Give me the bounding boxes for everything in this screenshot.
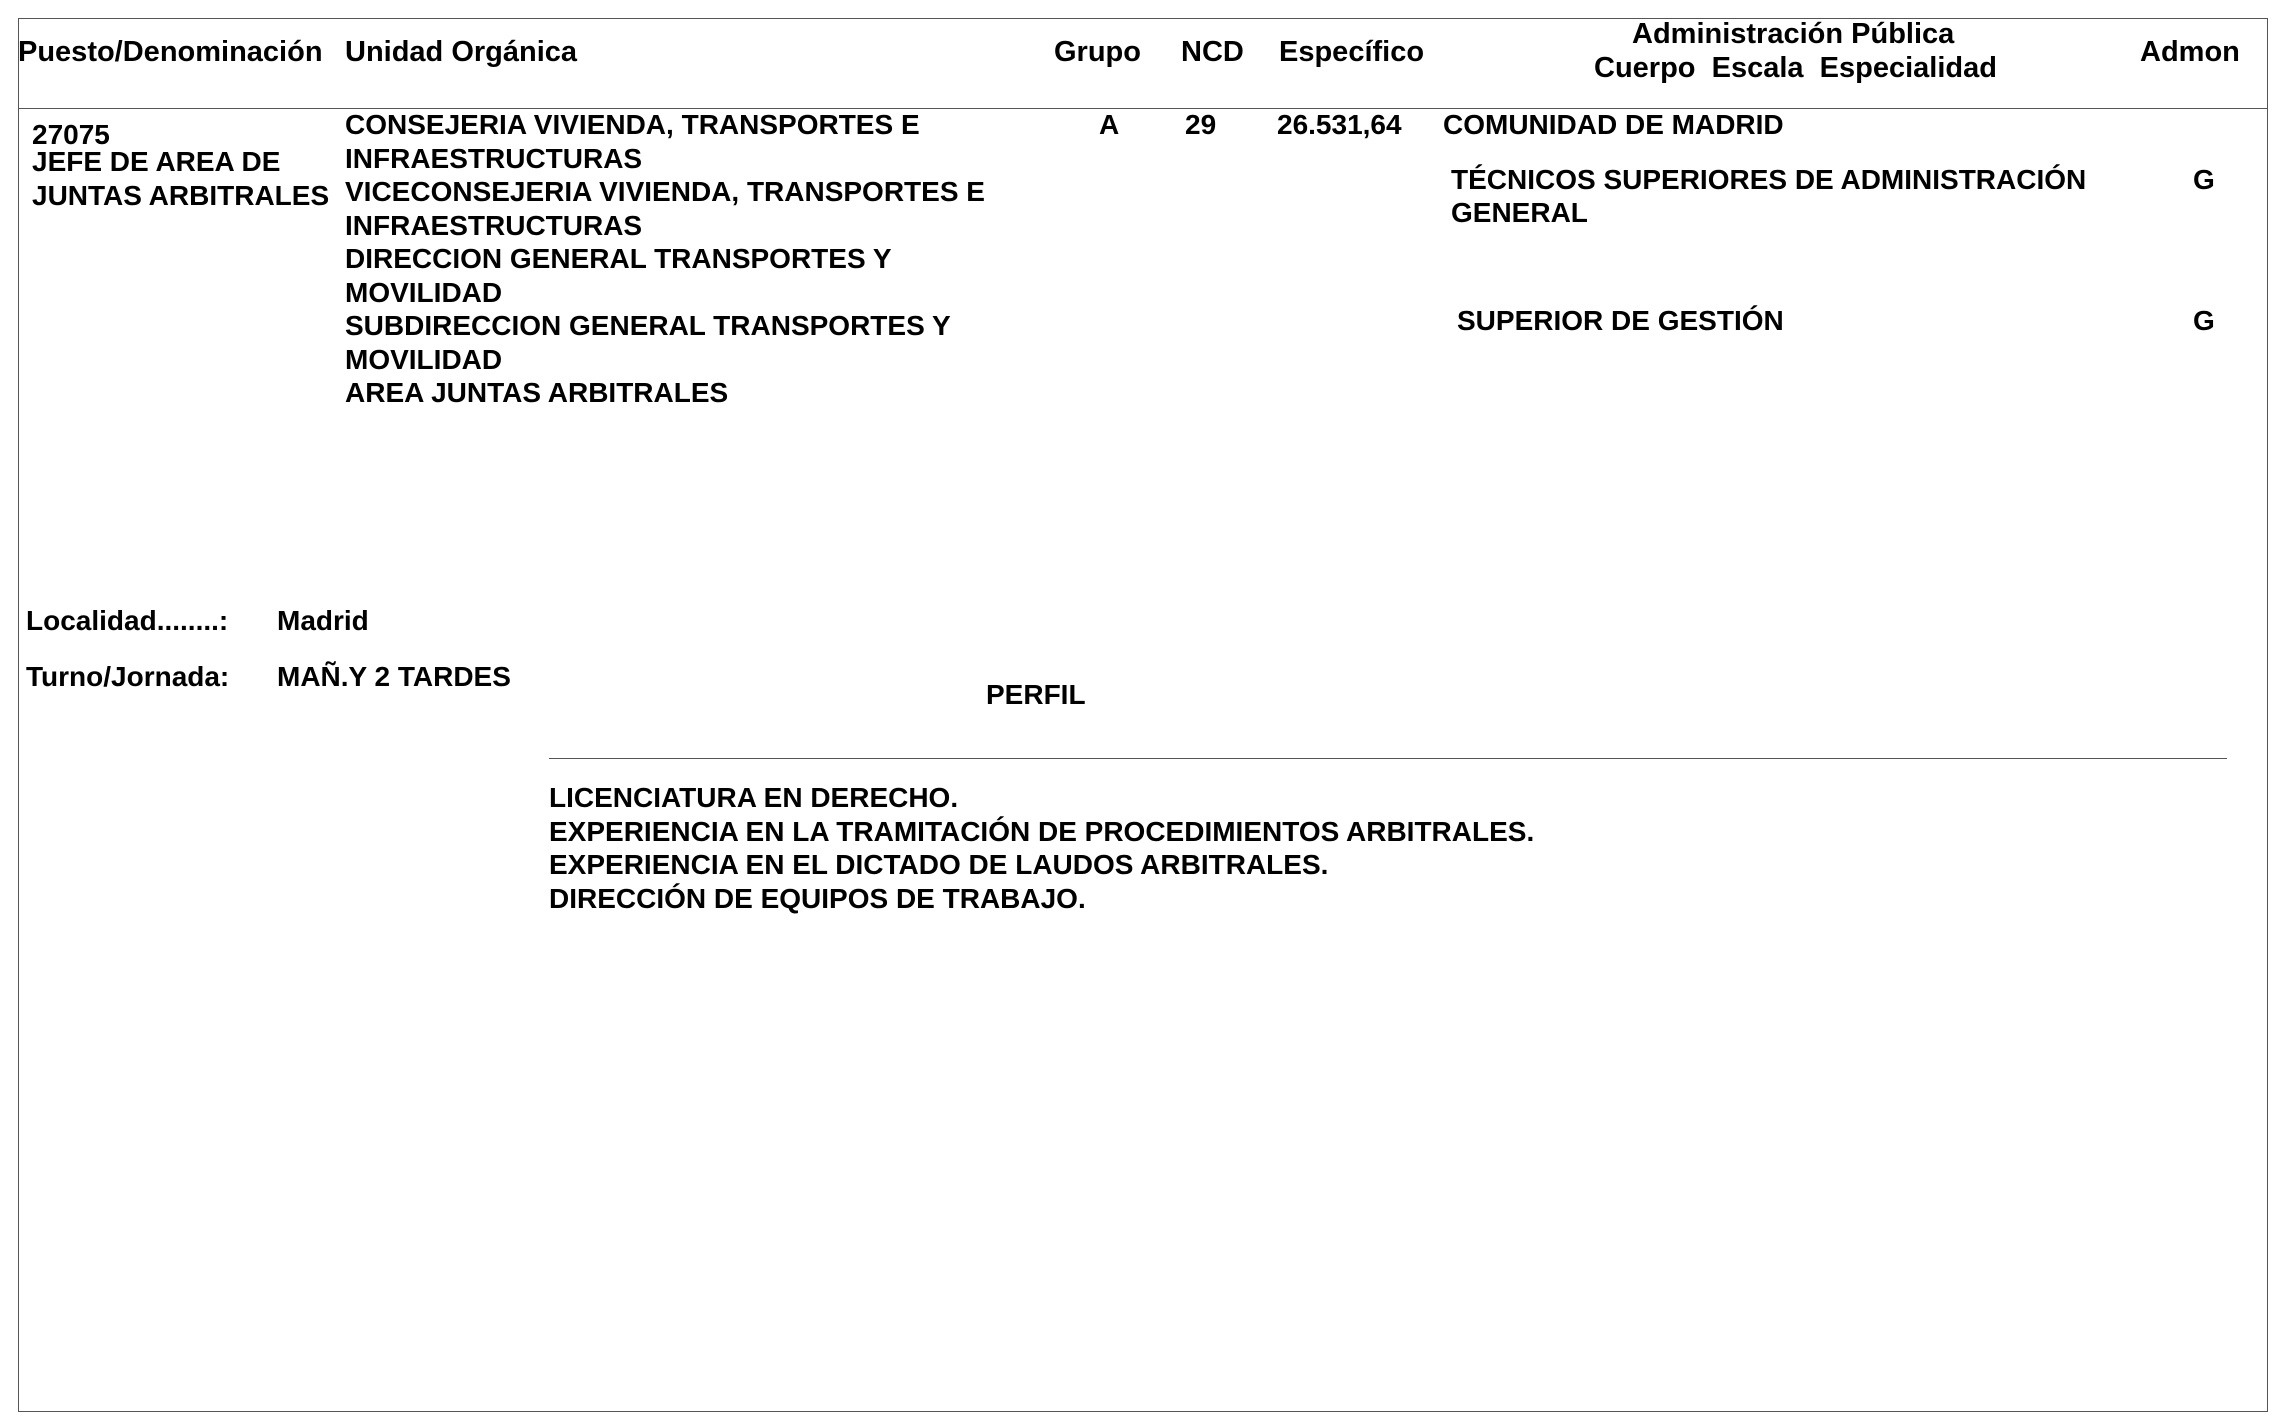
administracion-value: COMUNIDAD DE MADRID [1443,109,1784,140]
perfil-title: PERFIL [986,679,1086,710]
perfil-line: EXPERIENCIA EN EL DICTADO DE LAUDOS ARBITRALES. [549,849,1329,880]
perfil-lines-block [549,781,1534,915]
unidad-line: VICECONSEJERIA VIVIENDA, TRANSPORTES E [345,176,985,207]
puesto-denominacion-line2: JUNTAS ARBITRALES [32,180,330,211]
unidad-line: MOVILIDAD [345,276,503,308]
puesto-denominacion-line1: JEFE DE AREA DE [32,146,281,177]
escala-value: SUPERIOR DE GESTIÓN [1457,305,1784,336]
unidad-line: INFRAESTRUCTURAS [345,142,643,174]
especifico-value: 26.531,64 [1277,109,1402,140]
unidad-line: AREA JUNTAS ARBITRALES [345,377,729,408]
unidad-line: INFRAESTRUCTURAS [345,209,643,241]
header-puesto: Puesto/Denominación [18,36,323,68]
header-admon: Admon [2140,36,2240,68]
unidad-organica-block [345,108,985,410]
puesto-codigo: 27075 [32,119,110,150]
turno-value: MAÑ.Y 2 TARDES [277,661,511,692]
unidad-line: CONSEJERIA VIVIENDA, TRANSPORTES E [345,109,920,140]
unidad-line: MOVILIDAD [345,343,503,375]
perfil-line: DIRECCIÓN DE EQUIPOS DE TRABAJO. [549,882,1086,914]
cuerpo-line1: TÉCNICOS SUPERIORES DE ADMINISTRACIÓN [1451,164,2087,195]
turno-label: Turno/Jornada: [26,661,230,692]
cuerpo-line2: GENERAL [1451,197,1588,228]
header-grupo: Grupo [1054,36,1141,68]
ncd-value: 29 [1185,109,1217,140]
escala-admon-value: G [2193,305,2215,336]
localidad-value: Madrid [277,605,369,636]
perfil-line: EXPERIENCIA EN LA TRAMITACIÓN DE PROCEDIMIENTOS ARBITRALES. [549,815,1535,847]
perfil-divider [549,758,2227,759]
cuerpo-admon-value: G [2193,164,2215,195]
grupo-value: A [1099,109,1120,140]
localidad-label: Localidad........: [26,605,229,636]
header-ncd: NCD [1181,36,1244,68]
unidad-line: SUBDIRECCION GENERAL TRANSPORTES Y [345,310,951,341]
header-unidad: Unidad Orgánica [345,36,578,68]
header-admin-line2: Cuerpo Escala Especialidad [1594,52,1997,84]
perfil-line: LICENCIATURA EN DERECHO. [549,782,959,813]
unidad-line: DIRECCION GENERAL TRANSPORTES Y [345,243,892,274]
header-especifico: Específico [1279,36,1425,68]
header-admin-line1: Administración Pública [1632,18,1955,50]
